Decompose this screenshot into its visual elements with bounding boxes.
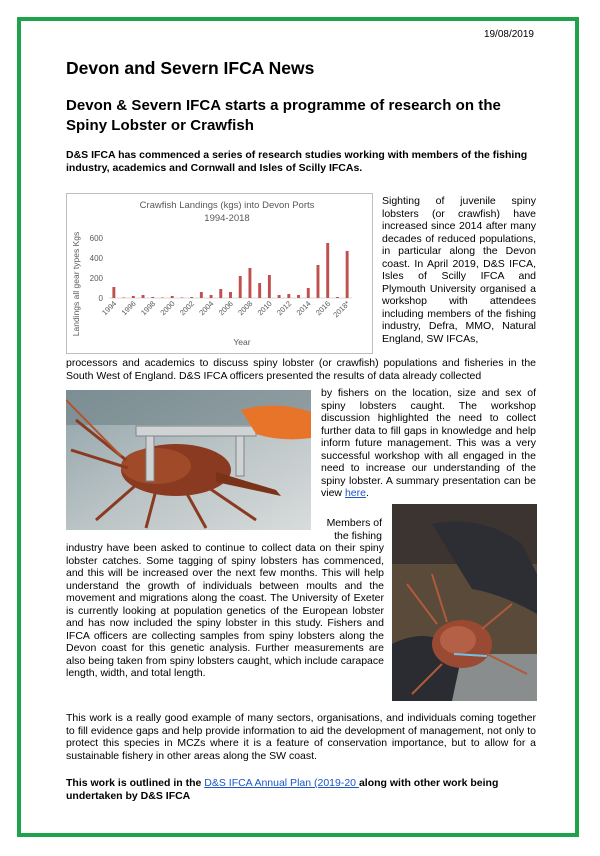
article-intro: D&S IFCA has commenced a series of research studies working with members of the fishing industry, academics and Cornwall and Isles of Scilly IFCAs. [66,149,528,174]
chart-bars [112,243,348,298]
chart-bar-1999 [161,298,164,299]
chart-x-tick-label: 1996 [119,299,138,318]
chart-x-tick-label: 2008 [236,299,255,318]
chart-bar-2014 [307,288,310,298]
chart-bar-2000 [171,296,174,298]
paragraph-3-body: industry have been asked to continue to collect data on their spiny lobster catches. Some tagging of spiny lobsters has commenced, and this will be increased over the next few months. This will help understand the growth of individuals between moults and the movement and migrations along the coast. The University of Exeter is currently looking at population genetics of the European lobster and has now included the spiny lobster in this study. Fishers and IFCA officers are collecting samples from spiny lobsters along the Devon coast for this genetic analysis. Further measurements are also being taken from spiny lobsters caught, which include carapace length, width, and total length. [66,542,384,679]
chart-x-axis-label: Year [233,337,251,347]
chart-x-tick-label: 2010 [255,299,274,318]
chart-bar-1997 [142,295,145,298]
chart-bar-2017 [336,297,339,298]
chart-title: Crawfish Landings (kgs) into Devon Ports [139,200,315,211]
chart-bar-2002 [190,297,193,298]
chart-x-tick-label: 2000 [158,299,177,318]
chart-bar-1998 [151,297,154,298]
document-date: 19/08/2019 [483,29,534,40]
chart-x-tick-label: 2012 [275,299,294,318]
paragraph-2-end: . [365,487,369,499]
chart-x-tick-label: 1998 [138,299,158,318]
chart-bar-2007 [239,276,242,298]
summary-presentation-link[interactable]: here [344,487,366,499]
chart-x-tick-label: 2006 [216,299,235,318]
chart-y-tick-label: 400 [89,254,103,263]
paragraph-1-right-column: Sighting of juvenile spiny lobsters (or crawfish) have increased since 2014 after many decades of reduced populations, in particular along the Devon coast. In April 2019, D&S IFCA, Isles of Scilly IFCA and Plymouth University organised a workshop with attendees including members of the fishing industry, Defra, MMO, Natural England, SW IFCAs, [382,195,536,345]
chart-y-tick-label: 200 [89,274,103,283]
chart-x-tick-label: 2014 [294,299,313,318]
annual-plan-link[interactable]: D&S IFCA Annual Plan (2019-20 [204,777,359,789]
chart-bar-2004 [210,295,213,298]
chart-bar-2015 [317,265,320,298]
paragraph-2-text: by fishers on the location, size and sex of spiny lobsters caught. The workshop discussion highlighted the need to collect further data to fill gaps in knowledge and help inform future management. This was a very successful workshop with all engaged in the need to increase our understanding of the spiny lobster. A summary presentation can be view [321,387,536,499]
chart-bar-2001 [180,298,183,299]
gloved-hands-lobster-photo [392,504,537,701]
chart-bar-2013 [297,295,300,298]
chart-bar-2018 [346,251,349,298]
chart-y-tick-label: 0 [98,294,103,303]
paragraph-1-full-width: processors and academics to discuss spiny lobster (or crawfish) populations and fisheries in the South West of England. D&S IFCA officers presented the results of data already collected [66,357,536,382]
chart-bar-2008 [248,268,251,298]
chart-x-tick-label: 2002 [177,299,197,318]
paragraph-3-lead: Members of the fishing [326,517,382,542]
chart-svg [67,194,372,353]
chart-y-axis-label: Landings all gear types Kgs [71,231,81,337]
chart-x-tick-label: 1994 [100,299,119,318]
chart-y-ticks [90,234,104,303]
closing-text-end: along with other work being undertaken by D&S IFCA [66,777,499,802]
article-headline: Devon & Severn IFCA starts a programme of research on the Spiny Lobster or Crawfish [66,97,501,134]
closing-text-start: This work is outlined in the [66,777,205,789]
chart-title-line-2: 1994-2018 [204,213,250,224]
chart-y-tick-label: 600 [89,234,103,243]
chart-bar-2003 [200,292,203,298]
chart-bar-2006 [229,292,232,298]
paragraph-2-right-column [321,387,536,500]
chart-bar-2012 [287,294,290,298]
lobster-caliper-photo [66,390,311,530]
crawfish-landings-chart [66,193,373,354]
chart-bar-1994 [112,287,115,298]
chart-x-ticks [100,299,351,319]
chart-bar-2010 [268,275,271,298]
chart-x-tick-label: 2016 [313,299,333,318]
chart-x-tick-label: 2004 [197,299,216,318]
chart-bar-2009 [258,283,261,298]
newsletter-title: Devon and Severn IFCA News [66,58,315,78]
chart-bar-1995 [122,298,125,299]
paragraph-4: This work is a really good example of many sectors, organisations, and individuals coming together to fill evidence gaps and help provide information to aid the development of management, not only to protect this species in MCZs where it is a feature of conservation importance, but to allow for a sustainable fishery in other areas along the SW coast. [66,712,536,762]
closing-statement [66,777,536,803]
chart-bar-2005 [219,289,222,298]
chart-bar-2016 [326,243,329,298]
chart-bar-1996 [132,296,135,298]
chart-bar-2011 [278,295,281,298]
chart-x-tick-label: 2018* [331,299,352,320]
